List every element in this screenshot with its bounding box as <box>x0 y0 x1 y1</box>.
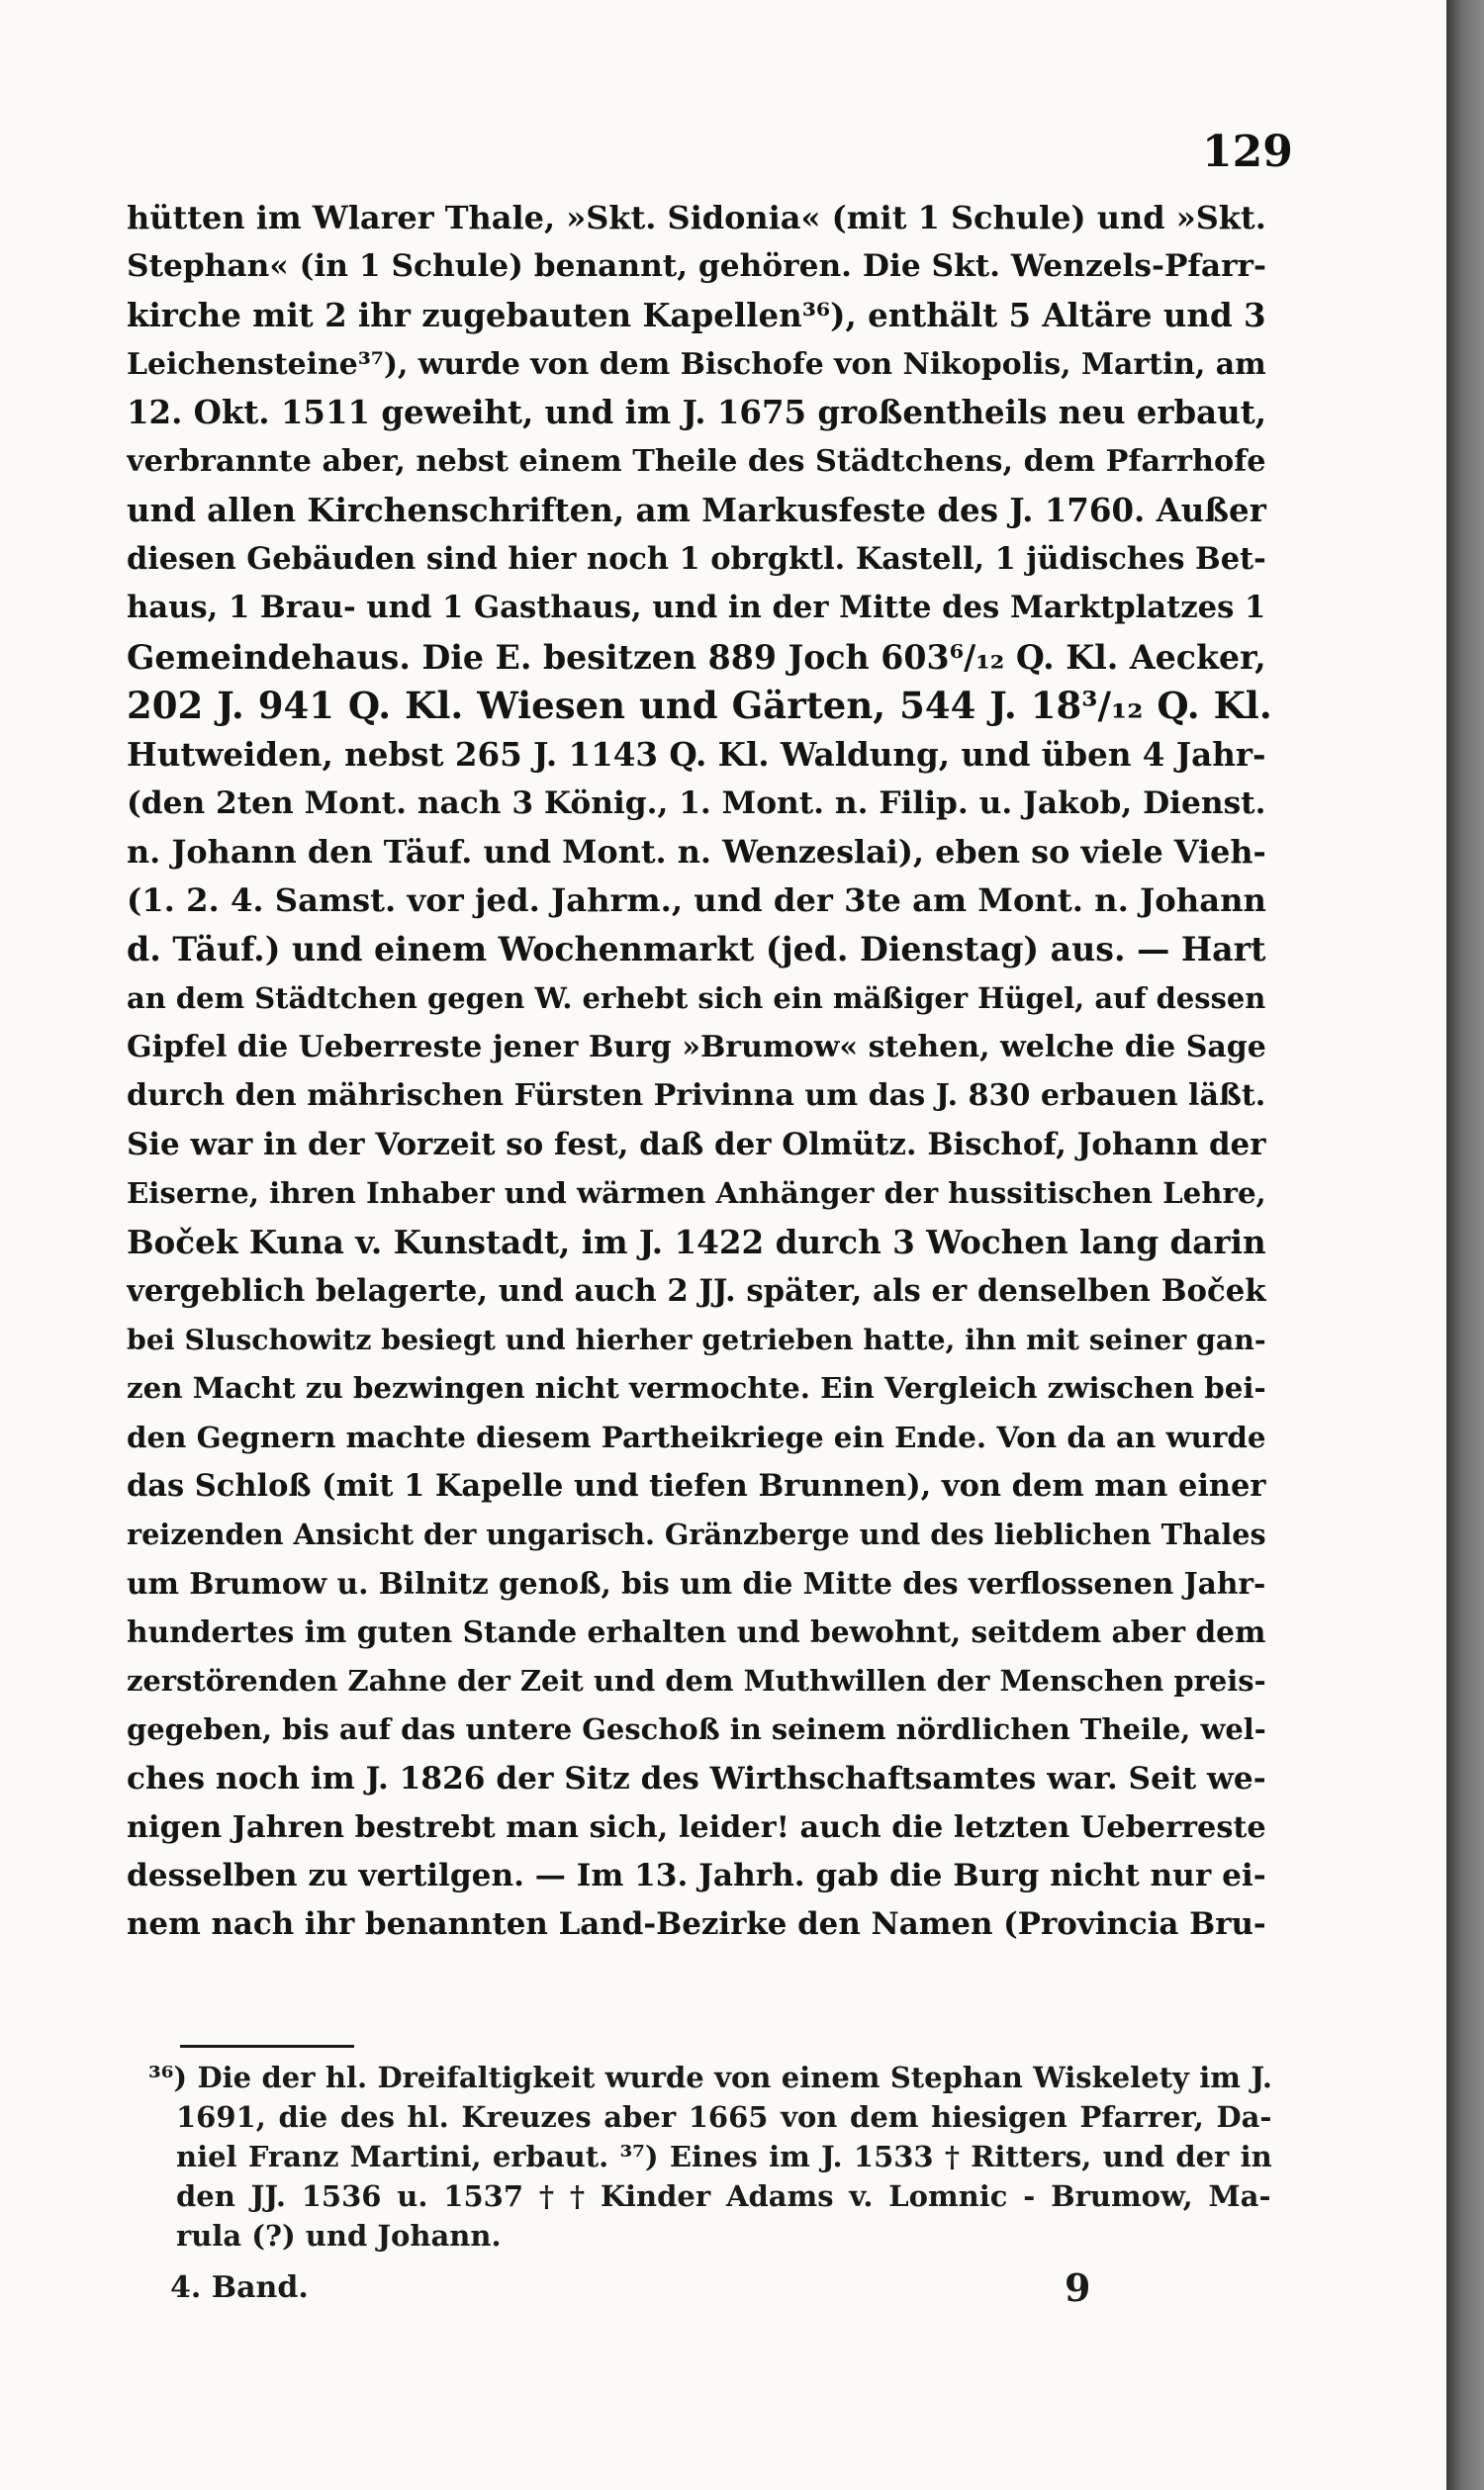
body-line: desselben zu vertilgen. — Im 13. Jahrh. gab die Burg nicht nur ei- <box>127 1858 1266 1894</box>
body-line: zerstörenden Zahne der Zeit und dem Muthwillen der Menschen preis- <box>127 1663 1266 1698</box>
body-line: um Brumow u. Bilnitz genoß, bis um die Mitte des verflossenen Jahr- <box>127 1566 1266 1602</box>
body-line: hundertes im guten Stande erhalten und bewohnt, seitdem aber dem <box>127 1614 1266 1650</box>
body-line: nigen Jahren bestrebt man sich, leider! auch die letzten Ueberreste <box>127 1809 1266 1845</box>
body-line: Stephan« (in 1 Schule) benannt, gehören. Die Skt. Wenzels-Pfarr- <box>127 248 1266 285</box>
body-text <box>127 194 1272 1950</box>
body-line: das Schloß (mit 1 Kapelle und tiefen Brunnen), von dem man einer <box>127 1467 1266 1504</box>
body-line: haus, 1 Brau- und 1 Gasthaus, und in der Mitte des Marktplatzes 1 <box>127 590 1266 626</box>
body-line: 202 J. 941 Q. Kl. Wiesen und Gärten, 544 J. 18³/₁₂ Q. Kl. <box>127 683 1272 727</box>
body-line: verbrannte aber, nebst einem Theile des Städtchens, dem Pfarrhofe <box>127 444 1266 480</box>
body-line: bei Sluschowitz besiegt und hierher getrieben hatte, ihn mit seiner gan- <box>127 1322 1266 1356</box>
footnote-line: rula (?) und Johann. <box>176 2219 502 2253</box>
volume-signature: 4. Band. <box>170 2270 309 2305</box>
body-line: vergeblich belagerte, und auch 2 JJ. später, als er denselben Boček <box>127 1272 1266 1309</box>
body-line: zen Macht zu bezwingen nicht vermochte. Ein Vergleich zwischen bei- <box>127 1371 1266 1406</box>
footnotes <box>148 2058 1272 2256</box>
body-line: n. Johann den Täuf. und Mont. n. Wenzeslai), eben so viele Vieh- <box>127 832 1266 871</box>
body-line: Boček Kuna v. Kunstadt, im J. 1422 durch 3 Wochen lang darin <box>127 1223 1266 1262</box>
body-line: ches noch im J. 1826 der Sitz des Wirthschaftsamtes war. Seit we- <box>127 1760 1266 1797</box>
body-line: Leichensteine³⁷), wurde von dem Bischofe von Nikopolis, Martin, am <box>127 346 1266 382</box>
body-line: Sie war in der Vorzeit so fest, daß der Olmütz. Bischof, Johann der <box>127 1126 1266 1162</box>
body-line: Gemeindehaus. Die E. besitzen 889 Joch 603⁶/₁₂ Q. Kl. Aecker, <box>127 637 1266 677</box>
body-line: reizenden Ansicht der ungarisch. Gränzberge und des lieblichen Thales <box>127 1518 1266 1552</box>
body-line: diesen Gebäuden sind hier noch 1 obrgktl. Kastell, 1 jüdisches Bet- <box>127 541 1266 578</box>
body-line: Hutweiden, nebst 265 J. 1143 Q. Kl. Waldung, und üben 4 Jahr- <box>127 735 1266 775</box>
body-line: und allen Kirchenschriften, am Markusfeste des J. 1760. Außer <box>127 491 1266 529</box>
body-line: an dem Städtchen gegen W. erhebt sich ein mäßiger Hügel, auf dessen <box>127 980 1266 1015</box>
footnote-line: den JJ. 1536 u. 1537 † † Kinder Adams v. Lomnic - Brumow, Ma- <box>176 2179 1271 2213</box>
body-line: (den 2ten Mont. nach 3 König., 1. Mont. n. Filip. u. Jakob, Dienst. <box>127 784 1266 821</box>
body-line: kirche mit 2 ihr zugebauten Kapellen³⁶), enthält 5 Altäre und 3 <box>127 296 1266 334</box>
scan-edge <box>1446 0 1484 2490</box>
footnote-line: 1691, die des hl. Kreuzes aber 1665 von dem hiesigen Pfarrer, Da- <box>176 2100 1272 2134</box>
body-line: Eiserne, ihren Inhaber und wärmen Anhänger der hussitischen Lehre, <box>127 1175 1266 1210</box>
body-line: nem nach ihr benannten Land-Bezirke den Namen (Provincia Bru- <box>127 1906 1266 1943</box>
sheet-number: 9 <box>1065 2265 1091 2310</box>
body-line: gegeben, bis auf das untere Geschoß in seinem nördlichen Theile, wel- <box>127 1712 1266 1747</box>
body-line: Gipfel die Ueberreste jener Burg »Brumow« stehen, welche die Sage <box>127 1030 1266 1065</box>
body-line: d. Täuf.) und einem Wochenmarkt (jed. Dienstag) aus. — Hart <box>127 930 1266 969</box>
page-number: 129 <box>1202 127 1293 177</box>
footnote-line: ³⁶) Die der hl. Dreifaltigkeit wurde von einem Stephan Wiskelety im J. <box>148 2061 1272 2094</box>
body-line: hütten im Wlarer Thale, »Skt. Sidonia« (mit 1 Schule) und »Skt. <box>127 199 1266 236</box>
body-line: durch den mährischen Fürsten Privinna um das J. 830 erbauen läßt. <box>127 1078 1266 1114</box>
body-line: 12. Okt. 1511 geweiht, und im J. 1675 großentheils neu erbaut, <box>127 394 1266 432</box>
body-line: (1. 2. 4. Samst. vor jed. Jahrm., und der 3te am Mont. n. Johann <box>127 881 1266 920</box>
body-line: den Gegnern machte diesem Partheikriege ein Ende. Von da an wurde <box>127 1420 1266 1455</box>
footnote-line: niel Franz Martini, erbaut. ³⁷) Eines im J. 1533 † Ritters, und der in <box>176 2140 1272 2173</box>
footnote-rule <box>180 2045 354 2048</box>
